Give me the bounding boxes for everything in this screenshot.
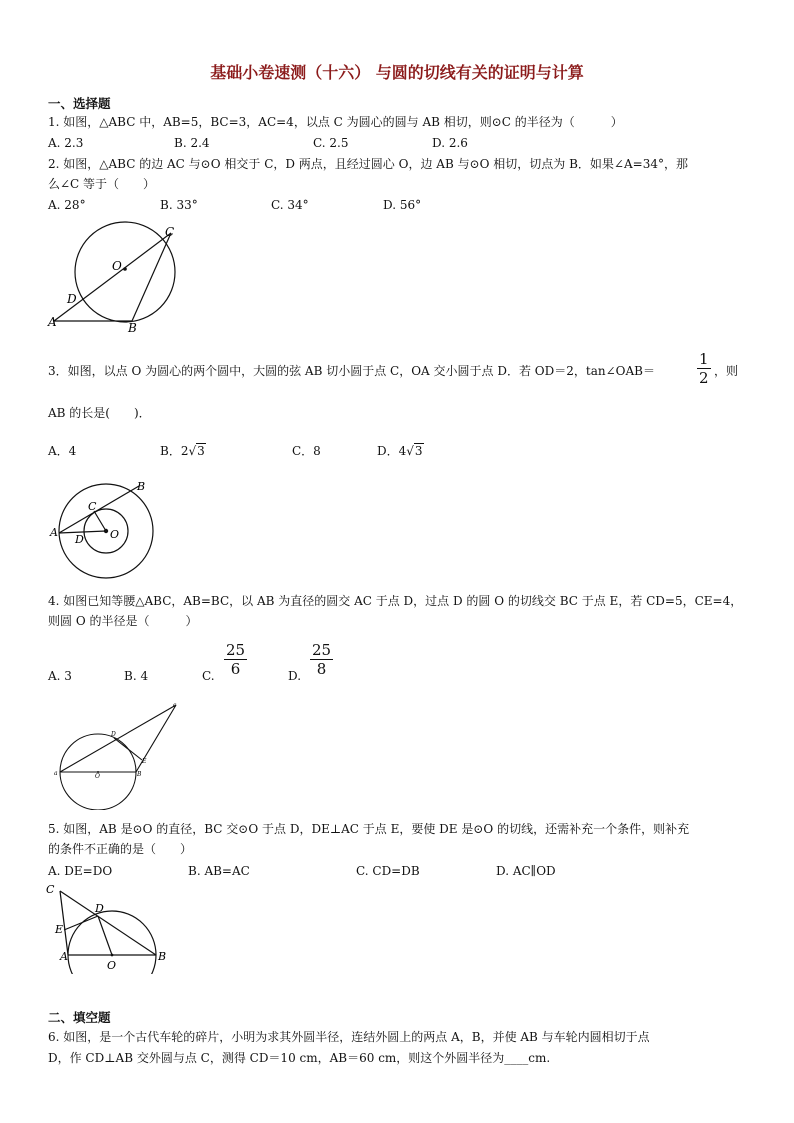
q3-fraction-numerator: 1	[699, 350, 709, 368]
q4-option-c-label: C.	[202, 669, 215, 683]
q5-option-b: B. AB=AC	[188, 864, 250, 878]
q2-option-b: B. 33°	[160, 198, 198, 212]
q5-label-e: E	[55, 923, 64, 936]
q4-label-c: c	[173, 702, 177, 709]
q4-label-b: B	[137, 771, 142, 778]
q4-option-a: A. 3	[48, 669, 72, 683]
q4-label-e: E	[142, 758, 147, 765]
q3-option-b: B．2√3	[160, 444, 205, 458]
q5-label-c: C	[46, 883, 55, 896]
question-3-text-line1b: ，则	[714, 364, 739, 378]
q2-option-d: D. 56°	[383, 198, 422, 212]
q1-option-d: D. 2.6	[432, 136, 468, 150]
q3-option-c: C．8	[292, 444, 321, 458]
question-6-text-line2: D，作 CD⊥AB 交外圆与点 C，测得 CD＝10 cm，AB＝60 cm，则这个外圆半径为____cm.	[48, 1051, 551, 1065]
q3-option-b-label: B．2	[160, 444, 189, 458]
q3-option-d: D．4√3	[377, 444, 423, 458]
q5-figure	[42, 882, 172, 974]
q2-label-o: O	[112, 259, 122, 273]
q3-option-d-radicand: 3	[414, 444, 423, 458]
q4-option-d-denominator: 8	[316, 660, 327, 678]
q2-label-a: A	[48, 315, 57, 329]
question-3-text-line1a: 3．如图，以点 O 为圆心的两个圆中，大圆的弦 AB 切小圆于点 C，OA 交小圆于点 D．若 OD＝2，tan∠OAB＝	[48, 364, 655, 378]
q5-label-b: B	[158, 950, 167, 963]
q5-label-d: D	[95, 902, 104, 915]
q4-option-d-fraction	[310, 641, 333, 678]
q3-figure	[44, 478, 164, 584]
question-4-text-line2: 则圆 O 的半径是（ ）	[48, 614, 198, 628]
question-5-text-line1: 5. 如图，AB 是⊙O 的直径，BC 交⊙O 于点 D，DE⊥AC 于点 E，要使 DE 是⊙O 的切线，还需补充一个条件，则补充	[48, 822, 690, 836]
q2-label-c: C	[165, 225, 175, 239]
q4-option-b: B. 4	[124, 669, 149, 683]
section-choice-heading: 一、选择题	[48, 96, 111, 111]
question-2-text-line1: 2. 如图，△ABC 的边 AC 与⊙O 相交于 C，D 两点，且经过圆心 O，边 AB 与⊙O 相切，切点为 B．如果∠A=34°，那	[48, 157, 688, 171]
q2-option-a: A. 28°	[48, 198, 86, 212]
question-6-text-line1: 6. 如图，是一个古代车轮的碎片，小明为求其外圆半径，连结外圆上的两点 A，B，并使 AB 与车轮内圆相切于点	[48, 1030, 650, 1044]
q3-label-a: A	[50, 526, 58, 539]
q5-option-c: C. CD=DB	[356, 864, 420, 878]
q2-label-d: D	[67, 292, 77, 306]
q3-label-o: O	[110, 528, 120, 541]
q5-option-a: A. DE=DO	[48, 864, 113, 878]
q4-figure	[44, 700, 194, 810]
q3-label-b: B	[137, 480, 146, 493]
q1-option-a: A. 2.3	[48, 136, 84, 150]
q2-figure	[40, 220, 190, 338]
q4-option-c-fraction	[224, 641, 247, 678]
question-4-text-line1: 4. 如图已知等腰△ABC，AB=BC，以 AB 为直径的圆交 AC 于点 D，过点 D 的圆 O 的切线交 BC 于点 E，若 CD=5，CE=4，	[48, 594, 743, 608]
q2-option-c: C. 34°	[271, 198, 309, 212]
q3-fraction-denominator: 2	[699, 369, 709, 387]
q1-option-c: C. 2.5	[313, 136, 349, 150]
q4-option-d-numerator: 25	[312, 641, 332, 659]
q5-option-d: D. AC∥OD	[496, 864, 556, 878]
q3-option-a: A．4	[48, 444, 77, 458]
q4-option-c-numerator: 25	[226, 641, 246, 659]
q3-option-d-label: D．4	[377, 444, 407, 458]
question-3-text-line2: AB 的长是( )．	[48, 406, 151, 420]
q3-option-b-radicand: 3	[197, 444, 205, 458]
q3-label-d: D	[75, 533, 84, 546]
q1-option-b: B. 2.4	[174, 136, 210, 150]
q4-label-a: a	[54, 770, 58, 777]
q4-option-d-label: D.	[288, 669, 302, 683]
q3-label-c: C	[88, 500, 97, 513]
q4-label-d: D	[111, 731, 116, 738]
q2-label-b: B	[128, 321, 137, 335]
q3-fraction	[697, 350, 711, 387]
question-5-text-line2: 的条件不正确的是（ ）	[48, 842, 193, 856]
question-1-text: 1. 如图，△ABC 中，AB=5，BC=3，AC=4，以点 C 为圆心的圆与 AB 相切，则⊙C 的半径为（ ）	[48, 115, 623, 129]
q5-label-o: O	[107, 959, 117, 972]
page-title: 基础小卷速测（十六） 与圆的切线有关的证明与计算	[210, 63, 584, 82]
section-fill-heading: 二、填空题	[48, 1010, 111, 1025]
q5-label-a: A	[60, 950, 68, 963]
q4-label-o: O	[95, 773, 100, 780]
question-2-text-line2: 么∠C 等于（ ）	[48, 177, 156, 191]
q4-option-c-denominator: 6	[230, 660, 241, 678]
